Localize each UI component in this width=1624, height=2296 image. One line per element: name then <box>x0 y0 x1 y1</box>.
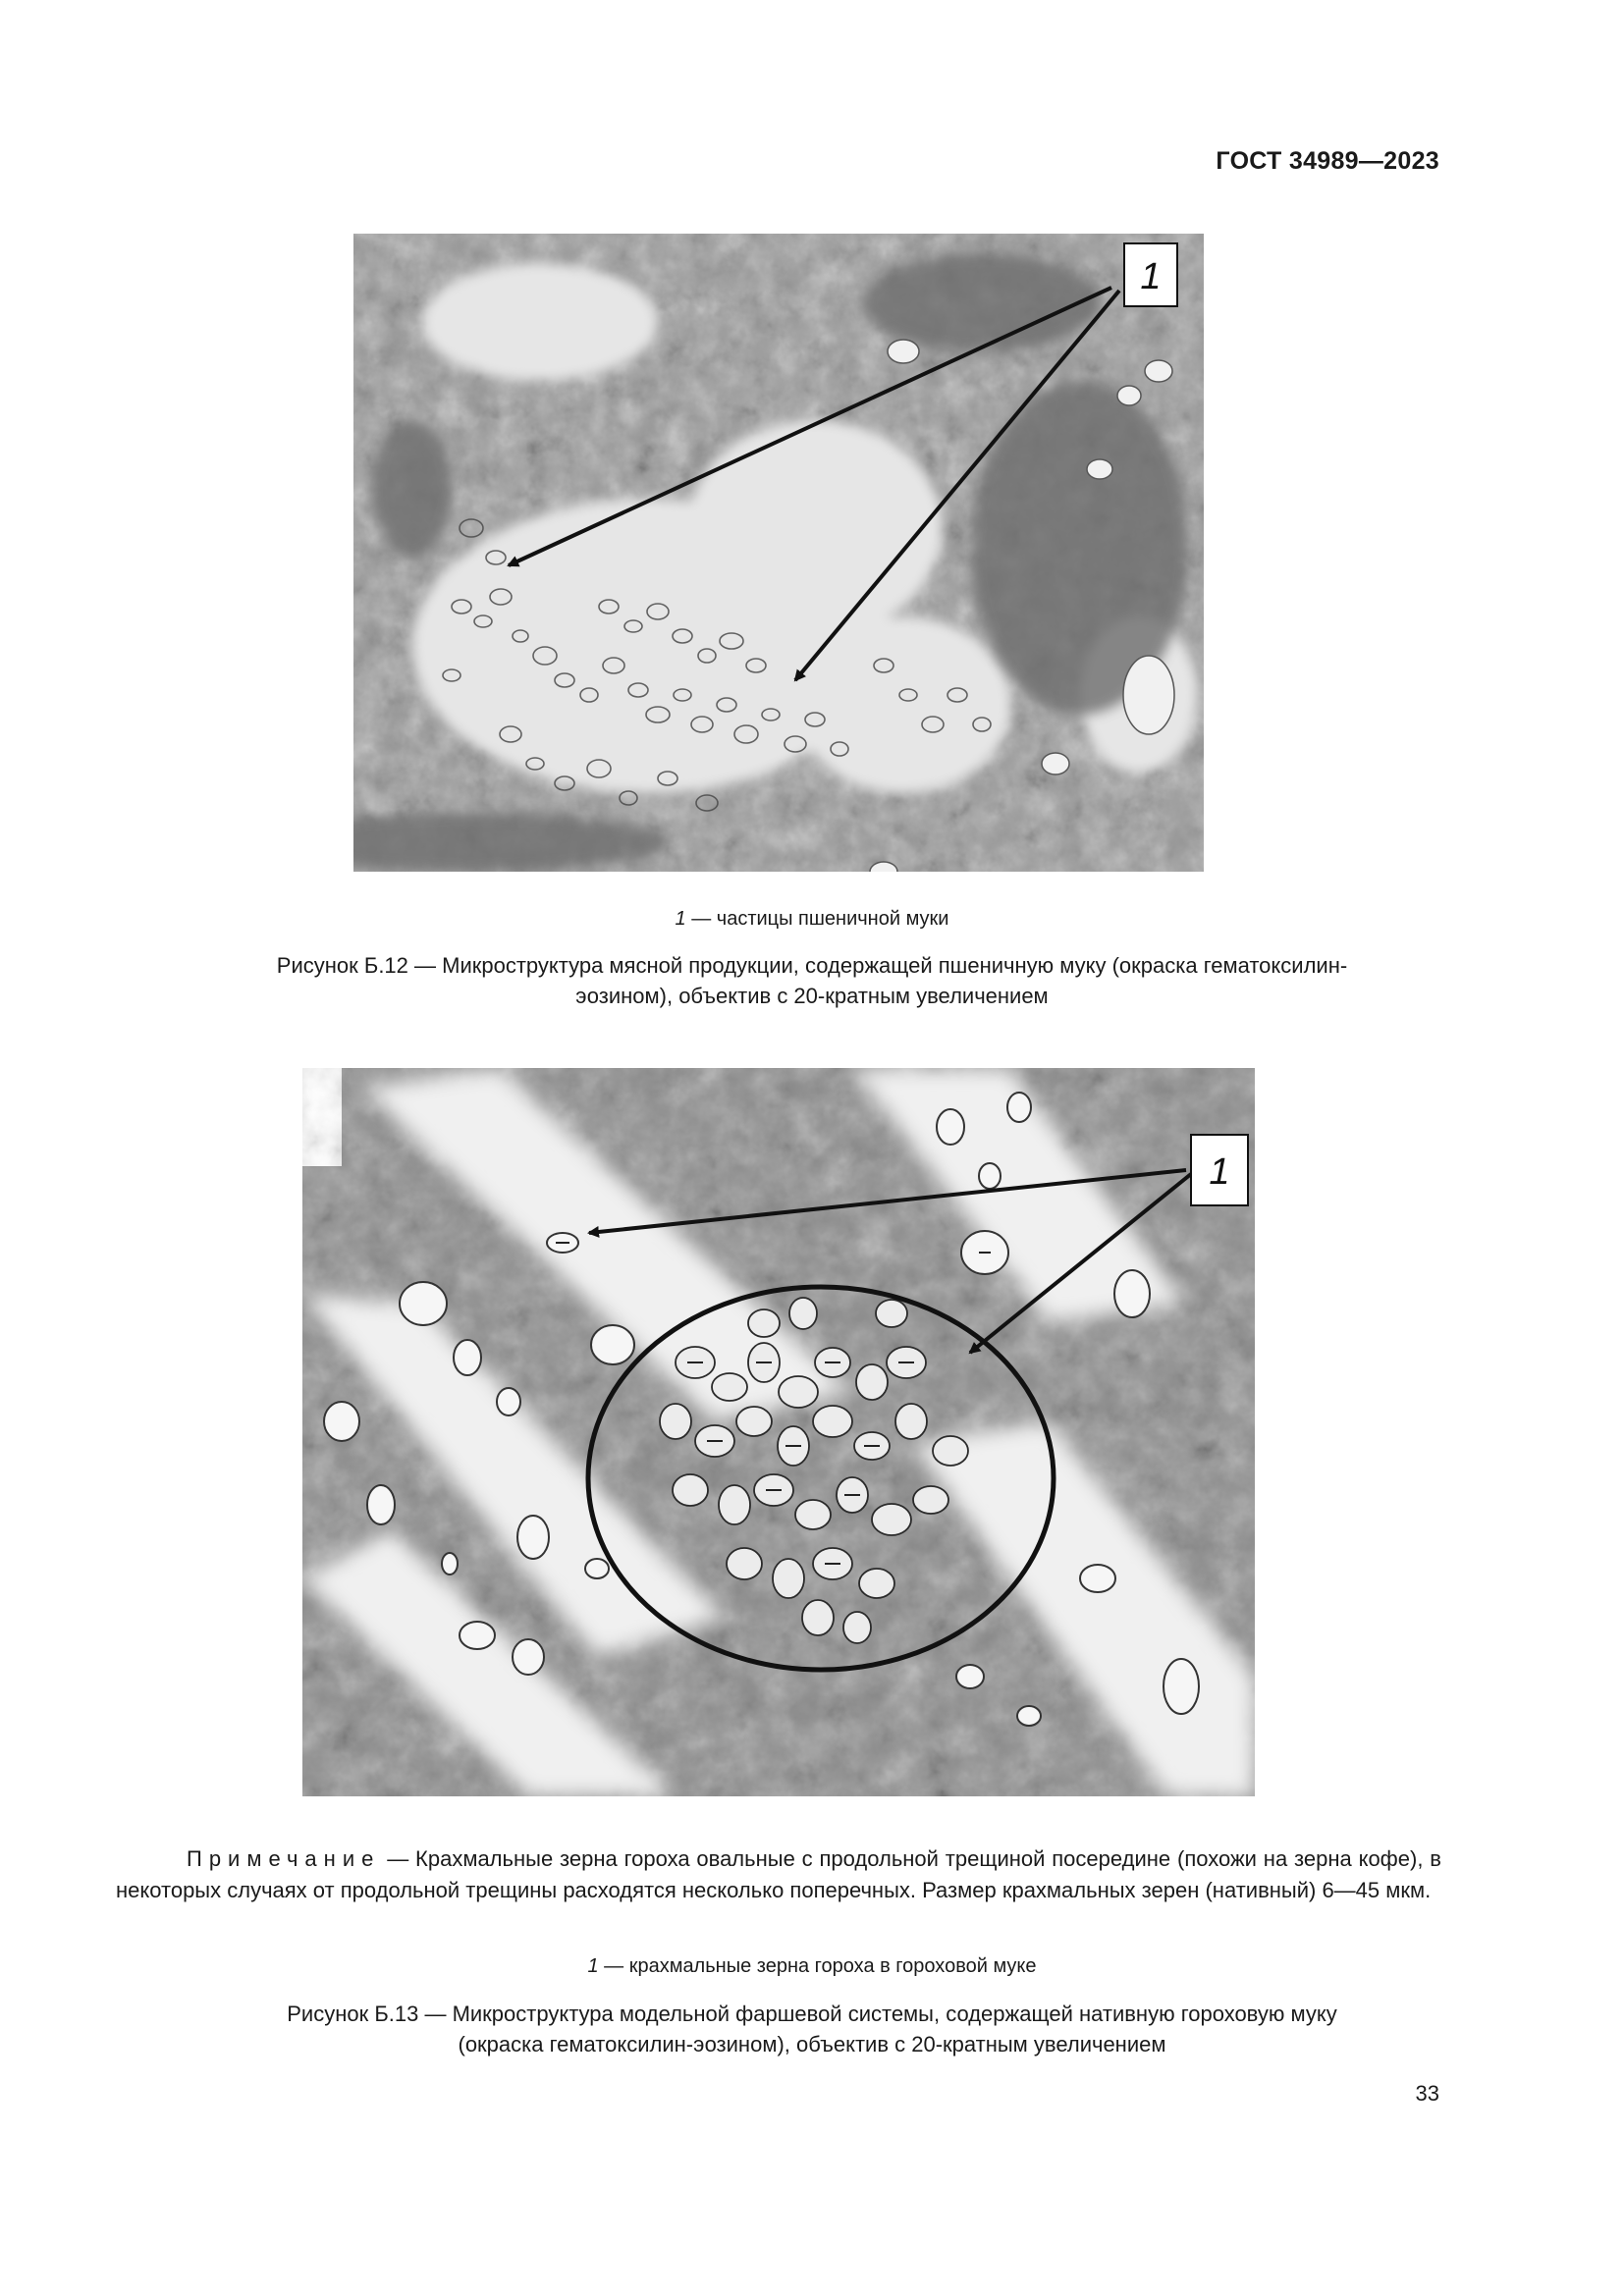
micrograph-b12 <box>353 234 1204 872</box>
figure-caption <box>167 950 1457 1011</box>
legend-text: — крахмальные зерна гороха в гороховой муке <box>598 1955 1037 1977</box>
legend-number: 1 <box>587 1955 599 1977</box>
legend-number: 1 <box>675 908 686 930</box>
caption-line: (окраска гематоксилин-эозином), объектив с 20-кратным увеличением <box>458 2032 1166 2056</box>
caption-line: Рисунок Б.13 — Микроструктура модельной фаршевой системы, содержащей нативную гороховую муку <box>287 2002 1337 2026</box>
figure-caption <box>167 1999 1457 2059</box>
page-number: 33 <box>1415 2081 1439 2106</box>
figure-legend <box>0 908 1624 931</box>
note-label: Примечание <box>187 1846 381 1871</box>
figure-note <box>116 1843 1441 1906</box>
legend-text: — частицы пшеничной муки <box>685 908 949 930</box>
caption-line: эозином), объектив с 20-кратным увеличением <box>575 984 1049 1008</box>
callout-box <box>1191 1135 1248 1205</box>
callout-label: 1 <box>1140 256 1162 297</box>
figure-legend <box>0 1955 1624 1978</box>
caption-line: Рисунок Б.12 — Микроструктура мясной продукции, содержащей пшеничную муку (окраска гематоксилин- <box>276 953 1348 978</box>
callout-label: 1 <box>1209 1151 1230 1193</box>
callout-box <box>1124 243 1177 306</box>
note-text: — Крахмальные зерна гороха овальные с продольной трещиной посередине (похожи на зерна кофе), в некоторых случаях от продольной трещины расходятся несколько поперечных. Размер крахмальных зерен (нативный) 6—45 мкм. <box>116 1846 1441 1902</box>
document-standard-number: ГОСТ 34989—2023 <box>1216 147 1439 175</box>
micrograph-b13 <box>302 1068 1255 1796</box>
